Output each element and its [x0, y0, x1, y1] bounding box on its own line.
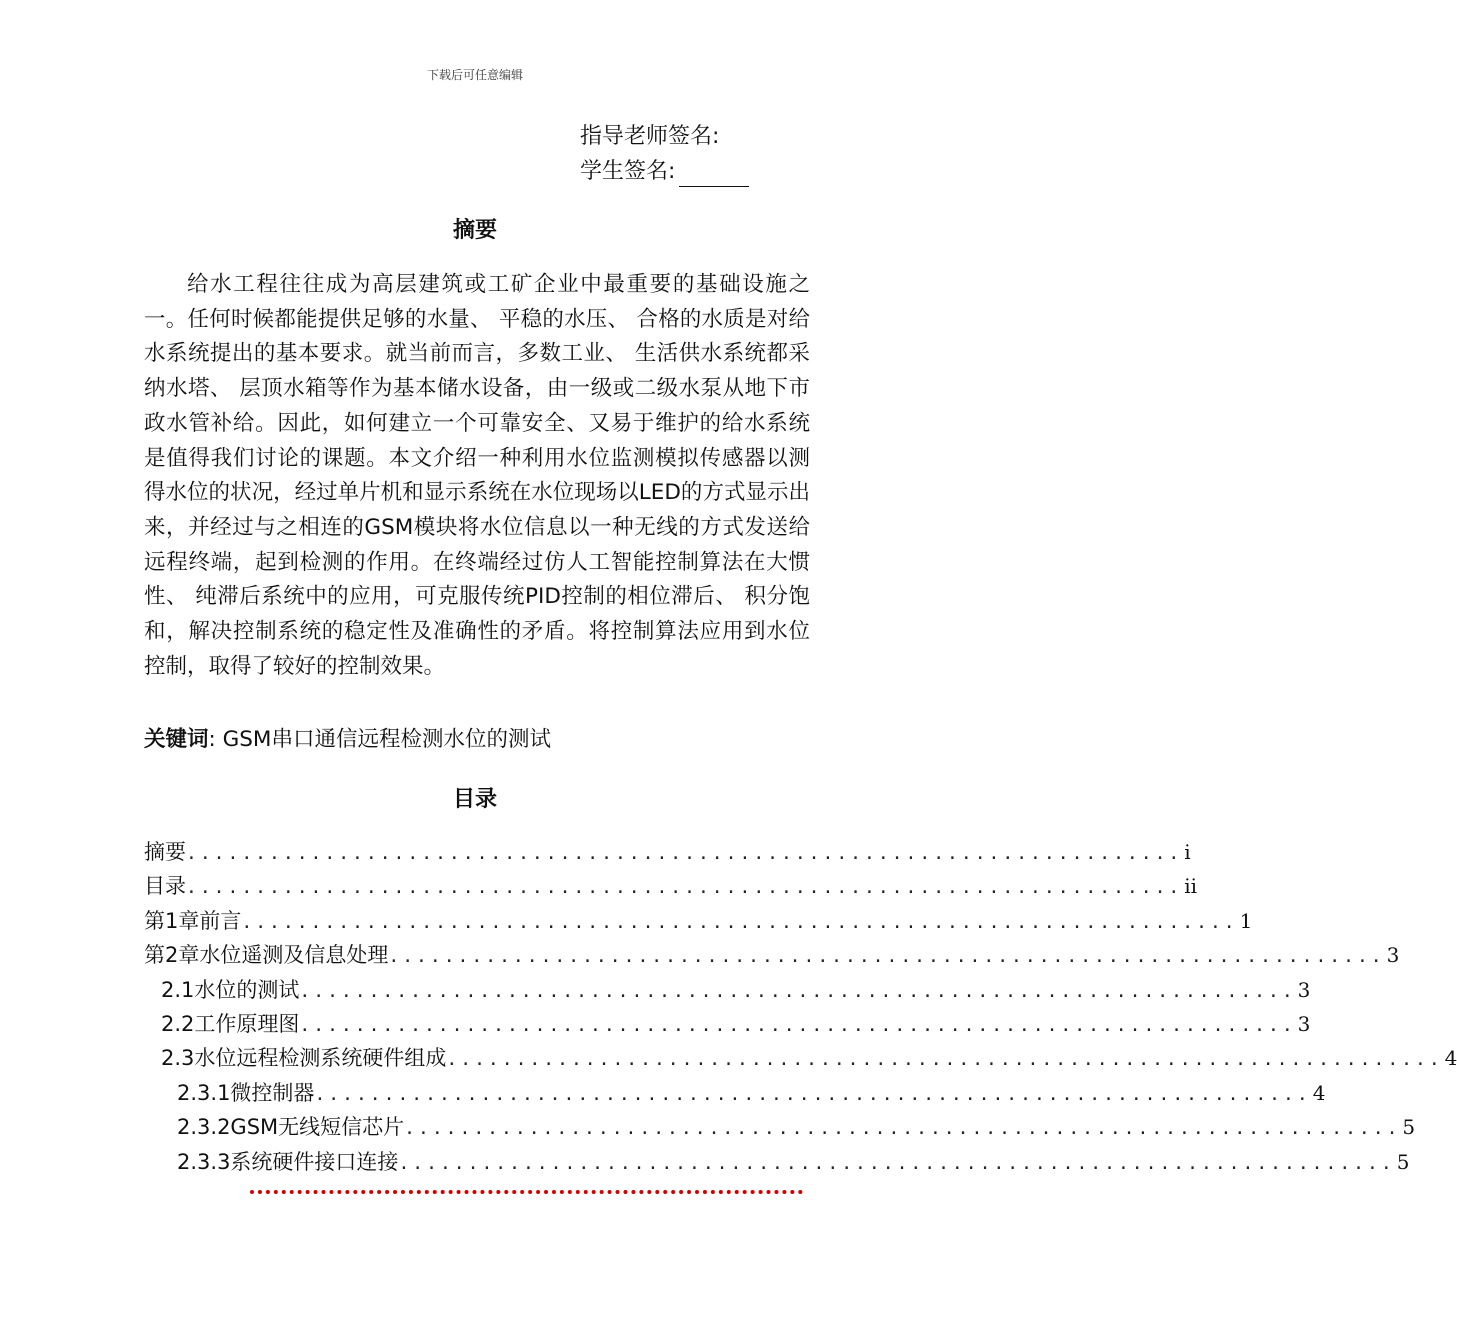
- toc-entry[interactable]: [144, 974, 1311, 1008]
- toc-entry[interactable]: [144, 1008, 1311, 1042]
- toc-entry-title: 第1章前言: [144, 908, 242, 933]
- keywords-label: 关键词: [144, 727, 209, 752]
- toc-entry[interactable]: [144, 1077, 1326, 1111]
- student-signature: [580, 157, 749, 187]
- teacher-signature-label: 指导老师签名:: [580, 124, 720, 149]
- toc-entry-title: 2.3.2GSM无线短信芯片: [177, 1115, 405, 1140]
- abstract-heading: 摘要: [452, 218, 497, 243]
- toc-entry-title: 2.1水位的测试: [161, 977, 300, 1002]
- toc-entry-page: 1: [1239, 908, 1253, 933]
- toc-entry-page: 5: [1396, 1149, 1410, 1174]
- toc-leader: ........................................................................: [299, 1014, 1296, 1036]
- keywords: [144, 724, 810, 756]
- keywords-value: : GSM串口通信远程检测水位的测试: [208, 727, 551, 752]
- toc-leader: ........................................................................: [299, 980, 1296, 1002]
- toc-entry-title: 目录: [144, 874, 186, 899]
- red-dotted-line: [250, 1190, 803, 1194]
- toc-leader: ........................................................................: [241, 911, 1238, 933]
- toc-entry-title: 第2章水位遥测及信息处理: [144, 943, 389, 968]
- toc-entry-title: 摘要: [144, 840, 186, 864]
- toc-leader: ........................................................................: [186, 877, 1183, 899]
- toc-entry-page: 5: [1402, 1115, 1416, 1140]
- toc-entry[interactable]: [144, 1042, 1457, 1076]
- toc-entry-title: 2.3水位远程检测系统硬件组成: [161, 1046, 447, 1071]
- toc-entry-page: 3: [1297, 1011, 1311, 1036]
- toc-entry[interactable]: [144, 870, 1198, 904]
- abstract-body: 给水工程往往成为高层建筑或工矿企业中最重要的基础设施之一。任何时候都能提供足够的水量、 平稳的水压、 合格的水质是对给水系统提出的基本要求。就当前而言，多数工业、 生活供水系统都采纳水塔、 层顶水箱等作为基本储水设备，由一级或二级水泵从地下市政水管补给。因此，如何建立一个可靠安全、又易于维护的给水系统是值得我们讨论的课题。本文介绍一种利用水位监测模拟传感器以测得水位的状况，经过单片机和显示系统在水位现场以LED的方式显示出来，并经过与之相连的GSM模块将水位信息以一种无线的方式发送给远程终端，起到检测的作用。在终端经过仿人工智能控制算法在大惯性、 纯滞后系统中的应用，可克服传统PID控制的相位滞后、 积分饱和，解决控制系统的稳定性及准确性的矛盾。将控制算法应用到水位控制，取得了较好的控制效果。: [144, 272, 810, 679]
- toc-entry-page: ii: [1184, 874, 1198, 899]
- table-of-contents: [144, 836, 1457, 1180]
- toc-leader: ........................................................................: [446, 1049, 1443, 1071]
- toc-heading: 目录: [452, 787, 497, 812]
- toc-entry[interactable]: [144, 939, 1400, 973]
- toc-entry-page: i: [1184, 840, 1191, 864]
- toc-entry-page: 4: [1312, 1080, 1326, 1105]
- toc-entry-page: 3: [1386, 943, 1400, 968]
- page-header: 下载后可任意编辑: [426, 68, 523, 82]
- toc-entry-title: 2.3.1微控制器: [177, 1080, 315, 1105]
- toc-leader: ........................................................................: [186, 843, 1183, 864]
- toc-entry-title: 2.3.3系统硬件接口连接: [177, 1149, 399, 1174]
- toc-entry-title: 2.2工作原理图: [161, 1011, 300, 1036]
- toc-entry[interactable]: [144, 1146, 1410, 1180]
- signature-line: [679, 164, 749, 187]
- toc-entry-page: 4: [1444, 1046, 1457, 1071]
- toc-entry-page: 3: [1297, 977, 1311, 1002]
- student-signature-label: 学生签名:: [580, 159, 676, 184]
- toc-entry[interactable]: [144, 1111, 1416, 1145]
- toc-leader: ........................................................................: [388, 946, 1385, 968]
- toc-leader: ........................................................................: [398, 1152, 1395, 1174]
- teacher-signature: [580, 122, 719, 152]
- toc-leader: ........................................................................: [314, 1083, 1311, 1105]
- toc-entry[interactable]: [144, 836, 1191, 870]
- toc-entry[interactable]: [144, 905, 1253, 939]
- toc-leader: ........................................................................: [404, 1118, 1401, 1140]
